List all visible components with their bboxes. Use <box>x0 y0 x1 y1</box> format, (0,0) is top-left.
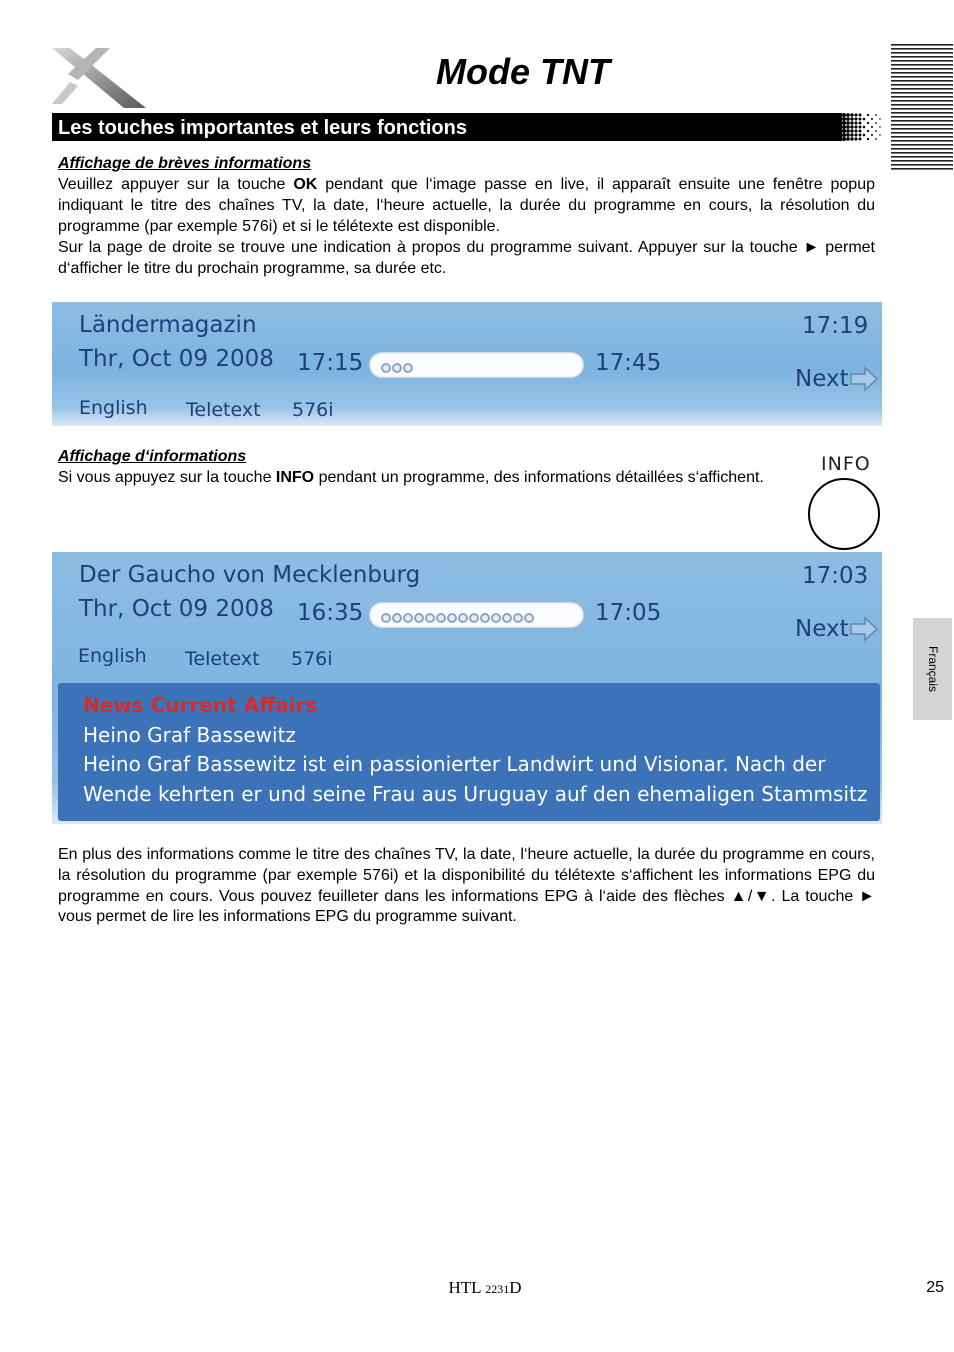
halftone-pattern-icon <box>842 113 882 141</box>
progress-dot <box>480 613 490 623</box>
progress-dot <box>458 613 468 623</box>
osd-progress-bar <box>369 602 584 628</box>
page-number: 25 <box>926 1279 944 1296</box>
short-info-heading: Affichage de brèves informations <box>58 155 312 172</box>
section-title: Les touches importantes et leurs fonctions <box>58 117 467 139</box>
closing-paragraph: En plus des informations comme le titre des chaînes TV, la date, l‘heure actuelle, la durée du programme en cours, la résolution du programme (par exemple 576i) et la disponibilité du télétexte s‘affichent les informations EPG du programme en cours. Vous pouvez feuilleter dans les informations EPG à l‘aide des flèches ▲/▼. La touche ► vous permet de lire les informations EPG du programme suivant. <box>58 846 875 926</box>
epg-info-panel <box>58 683 880 821</box>
progress-dot <box>513 613 523 623</box>
epg-description-line-1: Heino Graf Bassewitz ist ein passionierter Landwirt und Visionar. Nach der <box>83 752 826 776</box>
progress-dot <box>502 613 512 623</box>
progress-dot <box>403 363 413 373</box>
info-heading: Affichage d‘informations <box>58 448 247 465</box>
osd-start-time: 17:15 <box>297 350 364 376</box>
progress-dot <box>392 363 402 373</box>
osd-resolution: 576i <box>292 399 334 421</box>
osd-channel-name: Ländermagazin <box>79 312 257 338</box>
osd-end-time: 17:05 <box>595 600 662 626</box>
osd-language: English <box>78 645 147 667</box>
progress-dot <box>447 613 457 623</box>
footer-model-name: HTL 2231D <box>448 1278 522 1297</box>
short-info-paragraph-1: Veuillez appuyer sur la touche OK pendant que l‘image passe en live, il apparaît ensuite une fenêtre popup indiquant le titre des chaînes TV, la date, l‘heure actuelle, la durée du programme en cours, la résolution du programme (par exemple 576i) et si le télétexte est disponible. <box>58 176 876 235</box>
info-button-label: INFO <box>821 453 871 475</box>
epg-description-line-2: Wende kehrten er und seine Frau aus Uruguay auf den ehemaligen Stammsitz <box>83 782 868 806</box>
osd-date: Thr, Oct 09 2008 <box>79 346 274 372</box>
side-tab-label: Français <box>925 645 940 693</box>
info-button-icon <box>808 478 880 550</box>
osd-date: Thr, Oct 09 2008 <box>79 596 274 622</box>
next-arrow-icon <box>849 616 879 642</box>
osd-teletext: Teletext <box>186 399 261 421</box>
language-side-tab <box>913 618 952 720</box>
epg-title: Heino Graf Bassewitz <box>83 723 296 747</box>
osd-next-indicator <box>795 616 879 642</box>
progress-dot <box>414 613 424 623</box>
progress-dot <box>524 613 534 623</box>
progress-dots <box>381 608 535 627</box>
next-arrow-icon <box>849 366 879 392</box>
osd-channel-name: Der Gaucho von Mecklenburg <box>79 562 421 588</box>
osd-clock: 17:19 <box>802 313 869 339</box>
info-paragraph: Si vous appuyez sur la touche INFO pendant un programme, des informations détaillées s‘affichent. <box>58 469 764 486</box>
osd-next-indicator <box>795 366 879 392</box>
progress-dot <box>381 613 391 623</box>
progress-dot <box>392 613 402 623</box>
osd-next-label: Next <box>795 616 849 642</box>
progress-dot <box>403 613 413 623</box>
osd-language: English <box>79 397 148 419</box>
decorative-stripes-icon <box>891 44 953 172</box>
section-header-bar <box>52 113 882 141</box>
osd-teletext: Teletext <box>185 648 260 670</box>
osd-clock: 17:03 <box>802 563 869 589</box>
osd-progress-bar <box>369 352 584 378</box>
progress-dot <box>469 613 479 623</box>
progress-dot <box>381 363 391 373</box>
ok-key-label: OK <box>293 176 318 193</box>
progress-dot <box>436 613 446 623</box>
progress-dot <box>491 613 501 623</box>
short-info-paragraph-2: Sur la page de droite se trouve une indication à propos du programme suivant. Appuyer sur la touche ► permet d‘afficher le titre du prochain programme, sa durée etc. <box>58 239 875 277</box>
osd-end-time: 17:45 <box>595 350 662 376</box>
page-title: Mode TNT <box>436 51 610 92</box>
osd-detailed-info-banner <box>52 552 882 824</box>
info-key-label: INFO <box>275 469 315 486</box>
epg-genre: News Current Affairs <box>83 693 318 717</box>
osd-next-label: Next <box>795 366 849 392</box>
osd-resolution: 576i <box>291 648 333 670</box>
progress-dots <box>381 358 414 377</box>
progress-dot <box>425 613 435 623</box>
osd-short-info-banner <box>52 302 882 426</box>
osd-start-time: 16:35 <box>297 600 364 626</box>
